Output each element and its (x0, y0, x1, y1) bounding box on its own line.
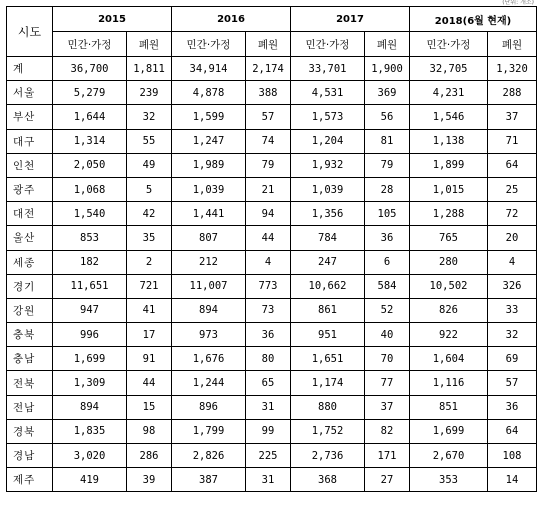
closed-count-cell: 15 (127, 395, 172, 419)
table-row (7, 153, 537, 177)
closed-count-cell: 72 (488, 202, 537, 226)
sub-header-closed: 폐원 (127, 32, 172, 57)
private-home-count-cell: 212 (172, 250, 246, 274)
table-row (7, 226, 537, 250)
closed-count-cell: 91 (127, 347, 172, 371)
private-home-count-cell: 1,573 (291, 105, 365, 129)
closed-count-cell: 36 (246, 323, 291, 347)
sub-header-private-home: 민간·가정 (172, 32, 246, 57)
year-header: 2018(6월 현재) (410, 7, 537, 32)
closed-count-cell: 57 (488, 371, 537, 395)
private-home-count-cell: 1,546 (410, 105, 488, 129)
private-home-count-cell: 182 (53, 250, 127, 274)
region-cell: 대전 (7, 202, 53, 226)
private-home-count-cell: 4,531 (291, 81, 365, 105)
private-home-count-cell: 10,502 (410, 274, 488, 298)
year-header: 2017 (291, 7, 410, 32)
private-home-count-cell: 880 (291, 395, 365, 419)
closed-count-cell: 108 (488, 444, 537, 468)
year-header: 2016 (172, 7, 291, 32)
closed-count-cell: 1,320 (488, 57, 537, 81)
private-home-count-cell: 10,662 (291, 274, 365, 298)
table-row (7, 419, 537, 443)
private-home-count-cell: 851 (410, 395, 488, 419)
closed-count-cell: 74 (246, 129, 291, 153)
private-home-count-cell: 368 (291, 468, 365, 492)
private-home-count-cell: 947 (53, 298, 127, 322)
closed-count-cell: 41 (127, 298, 172, 322)
closed-count-cell: 286 (127, 444, 172, 468)
table-row (7, 129, 537, 153)
private-home-count-cell: 1,835 (53, 419, 127, 443)
table-body (7, 57, 537, 492)
private-home-count-cell: 894 (172, 298, 246, 322)
private-home-count-cell: 1,356 (291, 202, 365, 226)
closed-count-cell: 99 (246, 419, 291, 443)
closed-count-cell: 71 (488, 129, 537, 153)
private-home-count-cell: 247 (291, 250, 365, 274)
private-home-count-cell: 1,752 (291, 419, 365, 443)
closed-count-cell: 25 (488, 177, 537, 201)
closed-count-cell: 326 (488, 274, 537, 298)
table-row (7, 298, 537, 322)
closed-count-cell: 42 (127, 202, 172, 226)
private-home-count-cell: 4,231 (410, 81, 488, 105)
closed-count-cell: 27 (365, 468, 410, 492)
closed-count-cell: 70 (365, 347, 410, 371)
region-cell: 계 (7, 57, 53, 81)
region-cell: 서울 (7, 81, 53, 105)
closed-count-cell: 2 (127, 250, 172, 274)
closed-count-cell: 17 (127, 323, 172, 347)
private-home-count-cell: 33,701 (291, 57, 365, 81)
private-home-count-cell: 1,309 (53, 371, 127, 395)
table-row (7, 395, 537, 419)
region-cell: 광주 (7, 177, 53, 201)
private-home-count-cell: 1,116 (410, 371, 488, 395)
region-cell: 울산 (7, 226, 53, 250)
private-home-count-cell: 11,651 (53, 274, 127, 298)
closed-count-cell: 37 (365, 395, 410, 419)
sub-header-private-home: 민간·가정 (291, 32, 365, 57)
private-home-count-cell: 1,699 (410, 419, 488, 443)
region-cell: 대구 (7, 129, 53, 153)
private-home-count-cell: 1,039 (172, 177, 246, 201)
private-home-count-cell: 4,878 (172, 81, 246, 105)
table-row (7, 444, 537, 468)
private-home-count-cell: 853 (53, 226, 127, 250)
table-row (7, 468, 537, 492)
closed-count-cell: 57 (246, 105, 291, 129)
private-home-count-cell: 973 (172, 323, 246, 347)
sub-header-row (7, 32, 537, 57)
region-header: 시도 (7, 7, 53, 57)
daycare-stats-table (6, 6, 537, 492)
table-row (7, 105, 537, 129)
private-home-count-cell: 784 (291, 226, 365, 250)
private-home-count-cell: 1,068 (53, 177, 127, 201)
closed-count-cell: 32 (127, 105, 172, 129)
region-cell: 전남 (7, 395, 53, 419)
closed-count-cell: 44 (127, 371, 172, 395)
closed-count-cell: 55 (127, 129, 172, 153)
region-cell: 경북 (7, 419, 53, 443)
closed-count-cell: 39 (127, 468, 172, 492)
private-home-count-cell: 2,050 (53, 153, 127, 177)
private-home-count-cell: 11,007 (172, 274, 246, 298)
private-home-count-cell: 826 (410, 298, 488, 322)
closed-count-cell: 31 (246, 395, 291, 419)
closed-count-cell: 2,174 (246, 57, 291, 81)
private-home-count-cell: 2,826 (172, 444, 246, 468)
table-row (7, 274, 537, 298)
total-row (7, 57, 537, 81)
closed-count-cell: 1,811 (127, 57, 172, 81)
year-header: 2015 (53, 7, 172, 32)
private-home-count-cell: 5,279 (53, 81, 127, 105)
private-home-count-cell: 1,204 (291, 129, 365, 153)
private-home-count-cell: 1,651 (291, 347, 365, 371)
private-home-count-cell: 34,914 (172, 57, 246, 81)
private-home-count-cell: 1,699 (53, 347, 127, 371)
sub-header-closed: 폐원 (365, 32, 410, 57)
private-home-count-cell: 1,174 (291, 371, 365, 395)
private-home-count-cell: 1,799 (172, 419, 246, 443)
private-home-count-cell: 1,247 (172, 129, 246, 153)
closed-count-cell: 28 (365, 177, 410, 201)
closed-count-cell: 4 (246, 250, 291, 274)
private-home-count-cell: 894 (53, 395, 127, 419)
closed-count-cell: 105 (365, 202, 410, 226)
region-cell: 전북 (7, 371, 53, 395)
region-cell: 경기 (7, 274, 53, 298)
table-row (7, 323, 537, 347)
closed-count-cell: 33 (488, 298, 537, 322)
sub-header-private-home: 민간·가정 (53, 32, 127, 57)
closed-count-cell: 171 (365, 444, 410, 468)
private-home-count-cell: 1,989 (172, 153, 246, 177)
private-home-count-cell: 2,736 (291, 444, 365, 468)
closed-count-cell: 40 (365, 323, 410, 347)
private-home-count-cell: 1,314 (53, 129, 127, 153)
closed-count-cell: 65 (246, 371, 291, 395)
region-cell: 충남 (7, 347, 53, 371)
private-home-count-cell: 419 (53, 468, 127, 492)
sub-header-private-home: 민간·가정 (410, 32, 488, 57)
region-cell: 부산 (7, 105, 53, 129)
closed-count-cell: 1,900 (365, 57, 410, 81)
private-home-count-cell: 280 (410, 250, 488, 274)
region-cell: 경남 (7, 444, 53, 468)
private-home-count-cell: 36,700 (53, 57, 127, 81)
sub-header-closed: 폐원 (246, 32, 291, 57)
sub-header-closed: 폐원 (488, 32, 537, 57)
closed-count-cell: 288 (488, 81, 537, 105)
private-home-count-cell: 1,599 (172, 105, 246, 129)
closed-count-cell: 21 (246, 177, 291, 201)
private-home-count-cell: 996 (53, 323, 127, 347)
closed-count-cell: 44 (246, 226, 291, 250)
closed-count-cell: 56 (365, 105, 410, 129)
private-home-count-cell: 951 (291, 323, 365, 347)
closed-count-cell: 388 (246, 81, 291, 105)
table-row (7, 250, 537, 274)
closed-count-cell: 32 (488, 323, 537, 347)
closed-count-cell: 14 (488, 468, 537, 492)
private-home-count-cell: 1,288 (410, 202, 488, 226)
table-row (7, 371, 537, 395)
private-home-count-cell: 1,604 (410, 347, 488, 371)
closed-count-cell: 52 (365, 298, 410, 322)
closed-count-cell: 773 (246, 274, 291, 298)
closed-count-cell: 73 (246, 298, 291, 322)
closed-count-cell: 64 (488, 419, 537, 443)
private-home-count-cell: 807 (172, 226, 246, 250)
closed-count-cell: 79 (246, 153, 291, 177)
closed-count-cell: 37 (488, 105, 537, 129)
closed-count-cell: 584 (365, 274, 410, 298)
closed-count-cell: 94 (246, 202, 291, 226)
closed-count-cell: 6 (365, 250, 410, 274)
region-cell: 제주 (7, 468, 53, 492)
closed-count-cell: 82 (365, 419, 410, 443)
year-header-row (7, 7, 537, 32)
private-home-count-cell: 1,644 (53, 105, 127, 129)
closed-count-cell: 81 (365, 129, 410, 153)
private-home-count-cell: 353 (410, 468, 488, 492)
private-home-count-cell: 1,932 (291, 153, 365, 177)
closed-count-cell: 69 (488, 347, 537, 371)
closed-count-cell: 80 (246, 347, 291, 371)
table-row (7, 81, 537, 105)
closed-count-cell: 98 (127, 419, 172, 443)
region-cell: 충북 (7, 323, 53, 347)
closed-count-cell: 79 (365, 153, 410, 177)
private-home-count-cell: 861 (291, 298, 365, 322)
private-home-count-cell: 3,020 (53, 444, 127, 468)
private-home-count-cell: 1,244 (172, 371, 246, 395)
unit-note: (단위: 개소) (502, 0, 534, 6)
region-cell: 인천 (7, 153, 53, 177)
closed-count-cell: 36 (365, 226, 410, 250)
closed-count-cell: 5 (127, 177, 172, 201)
private-home-count-cell: 387 (172, 468, 246, 492)
closed-count-cell: 20 (488, 226, 537, 250)
region-cell: 강원 (7, 298, 53, 322)
private-home-count-cell: 896 (172, 395, 246, 419)
closed-count-cell: 721 (127, 274, 172, 298)
private-home-count-cell: 1,138 (410, 129, 488, 153)
closed-count-cell: 49 (127, 153, 172, 177)
private-home-count-cell: 1,540 (53, 202, 127, 226)
private-home-count-cell: 1,015 (410, 177, 488, 201)
private-home-count-cell: 1,441 (172, 202, 246, 226)
private-home-count-cell: 32,705 (410, 57, 488, 81)
private-home-count-cell: 765 (410, 226, 488, 250)
closed-count-cell: 31 (246, 468, 291, 492)
table-row (7, 202, 537, 226)
private-home-count-cell: 922 (410, 323, 488, 347)
closed-count-cell: 225 (246, 444, 291, 468)
closed-count-cell: 36 (488, 395, 537, 419)
private-home-count-cell: 1,039 (291, 177, 365, 201)
private-home-count-cell: 2,670 (410, 444, 488, 468)
closed-count-cell: 35 (127, 226, 172, 250)
region-cell: 세종 (7, 250, 53, 274)
closed-count-cell: 239 (127, 81, 172, 105)
table-row (7, 347, 537, 371)
private-home-count-cell: 1,899 (410, 153, 488, 177)
closed-count-cell: 369 (365, 81, 410, 105)
private-home-count-cell: 1,676 (172, 347, 246, 371)
table-row (7, 177, 537, 201)
closed-count-cell: 64 (488, 153, 537, 177)
closed-count-cell: 4 (488, 250, 537, 274)
closed-count-cell: 77 (365, 371, 410, 395)
